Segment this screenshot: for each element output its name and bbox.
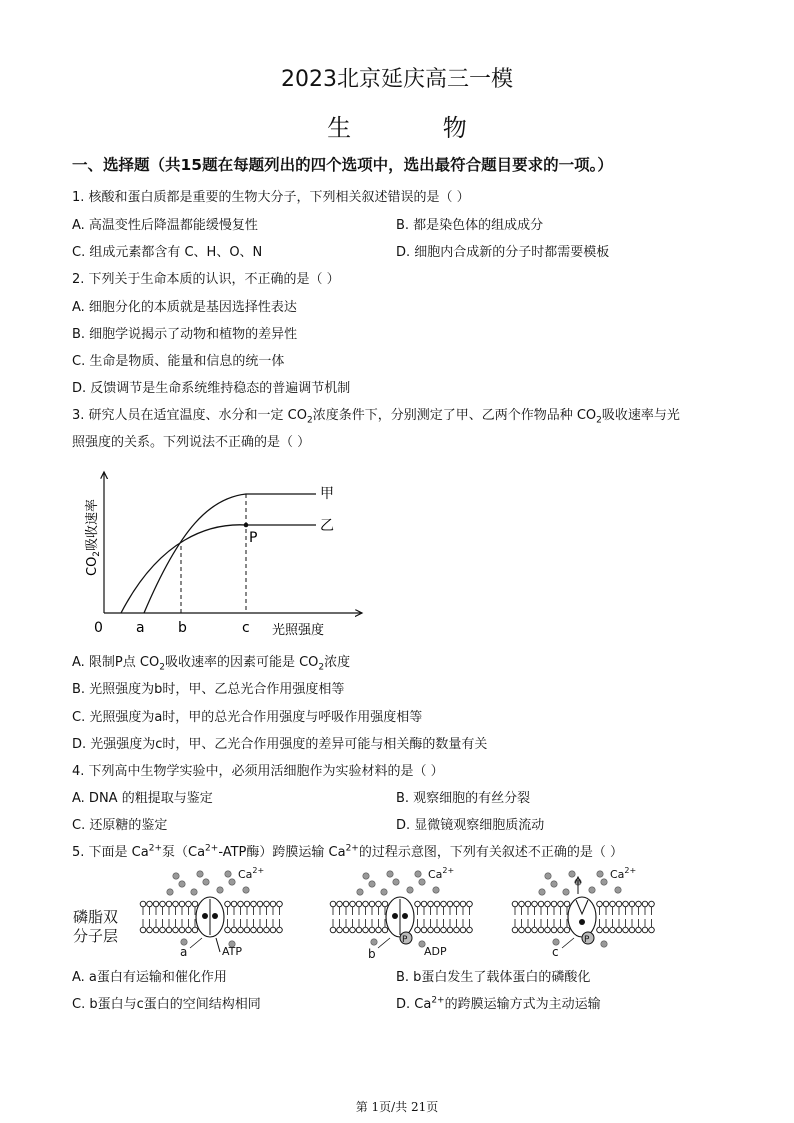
calcium-ion <box>387 871 393 877</box>
calcium-ion <box>173 873 179 879</box>
lipid-head <box>428 927 434 933</box>
lipid-head <box>603 901 609 907</box>
lipid-head <box>257 901 263 907</box>
calcium-ion <box>357 889 363 895</box>
lipid-head <box>636 927 642 933</box>
calcium-ion <box>381 889 387 895</box>
calcium-ion <box>601 879 607 885</box>
q1-option-a: A. 高温变性后降温都能缓慢复性 <box>72 218 258 233</box>
lipid-head <box>153 927 159 933</box>
lipid-head <box>525 927 531 933</box>
lipid-head <box>558 927 564 933</box>
tick-b: b <box>178 620 187 636</box>
calcium-ion <box>615 887 621 893</box>
lipid-head <box>350 901 356 907</box>
q1-option-c: C. 组成元素都含有 C、H、O、N <box>72 245 263 260</box>
lipid-head <box>538 927 544 933</box>
q4-option-c: C. 还原糖的鉴定 <box>72 818 168 833</box>
lipid-head <box>179 901 185 907</box>
lipid-head <box>421 927 427 933</box>
q2-option-a: A. 细胞分化的本质就是基因选择性表达 <box>72 300 297 315</box>
lipid-head <box>166 901 172 907</box>
calcium-ion <box>589 887 595 893</box>
lipid-head <box>551 927 557 933</box>
membrane-label <box>73 908 118 946</box>
point-p-label: P <box>249 530 258 546</box>
calcium-ion <box>369 881 375 887</box>
q3-option-d: D. 光强强度为c时，甲、乙光合作用强度的差异可能与相关酶的数量有关 <box>72 737 488 752</box>
lipid-head <box>244 927 250 933</box>
lipid-head <box>192 901 198 907</box>
q2-option-b: B. 细胞学说揭示了动物和植物的差异性 <box>72 327 298 342</box>
lipid-head <box>649 927 655 933</box>
q2-option-c: C. 生命是物质、能量和信息的统一体 <box>72 354 285 369</box>
lipid-head <box>350 927 356 933</box>
lipid-head <box>337 927 343 933</box>
calcium-ion <box>167 889 173 895</box>
x-axis-label: 光照强度 <box>272 623 325 638</box>
bound-calcium <box>392 913 398 919</box>
phosphate-label: P <box>402 935 408 945</box>
lipid-head <box>447 901 453 907</box>
calcium-label: $Ca^{2+}$ <box>238 866 265 881</box>
lipid-head <box>277 927 283 933</box>
calcium-ion <box>393 879 399 885</box>
bound-calcium <box>202 913 208 919</box>
lipid-head <box>153 901 159 907</box>
lipid-head <box>264 927 270 933</box>
lipid-head <box>551 901 557 907</box>
lipid-head <box>225 927 231 933</box>
calcium-ion <box>225 871 231 877</box>
lipid-head <box>192 927 198 933</box>
calcium-label: $Ca^{2+}$ <box>428 866 455 881</box>
lipid-head <box>623 927 629 933</box>
lipid-head <box>415 927 421 933</box>
legend-yi: 乙 <box>320 518 334 534</box>
lipid-head <box>597 901 603 907</box>
lipid-head <box>264 901 270 907</box>
calcium-ion <box>551 881 557 887</box>
lipid-head <box>330 927 336 933</box>
calcium-ion <box>191 889 197 895</box>
lipid-head <box>636 901 642 907</box>
q2-stem: 2. 下列关于生命本质的认识，不正确的是（ ） <box>72 272 340 287</box>
lipid-head <box>519 927 525 933</box>
q3-option-b: B. 光照强度为b时，甲、乙总光合作用强度相等 <box>72 682 345 697</box>
phosphate-label: P <box>584 935 590 945</box>
lipid-head <box>147 927 153 933</box>
lipid-head <box>251 927 257 933</box>
lipid-head <box>649 901 655 907</box>
lipid-head <box>231 927 237 933</box>
bound-calcium <box>212 913 218 919</box>
lipid-head <box>225 901 231 907</box>
q4-stem: 4. 下列高中生物学实验中，必须用活细胞作为实验材料的是（ ） <box>72 764 444 779</box>
lipid-head <box>434 927 440 933</box>
lipid-head <box>441 927 447 933</box>
lipid-head <box>343 901 349 907</box>
lipid-head <box>434 901 440 907</box>
q3-option-a: A. 限制P点 $CO_2$吸收速率的因素可能是 $CO_2$浓度 <box>72 655 351 673</box>
carrier-protein <box>568 897 596 937</box>
calcium-pump-diagram <box>130 866 690 962</box>
lipid-head <box>441 901 447 907</box>
membrane-label-line2: 分子层 <box>73 927 119 945</box>
calcium-ion <box>597 871 603 877</box>
calcium-ion <box>363 873 369 879</box>
lipid-head <box>179 927 185 933</box>
calcium-ion <box>563 889 569 895</box>
calcium-ion <box>545 873 551 879</box>
lipid-head <box>363 927 369 933</box>
lipid-head <box>642 927 648 933</box>
photosynthesis-graph <box>80 468 370 648</box>
point-p-marker <box>244 523 249 528</box>
calcium-ion <box>419 879 425 885</box>
lipid-head <box>382 901 388 907</box>
q4-option-b: B. 观察细胞的有丝分裂 <box>396 791 531 806</box>
lipid-head <box>597 927 603 933</box>
lipid-head <box>512 927 518 933</box>
lipid-head <box>460 901 466 907</box>
lipid-head <box>629 901 635 907</box>
lipid-head <box>623 901 629 907</box>
lipid-head <box>519 901 525 907</box>
protein-label-b: b <box>368 947 376 961</box>
lipid-head <box>238 927 244 933</box>
page-footer: 第 1页/共 21页 <box>355 1100 439 1114</box>
lipid-head <box>428 901 434 907</box>
lipid-head <box>610 927 616 933</box>
q5-option-c: C. b蛋白与c蛋白的空间结构相同 <box>72 997 261 1012</box>
lipid-head <box>270 927 276 933</box>
q1-stem: 1. 核酸和蛋白质都是重要的生物大分子，下列相关叙述错误的是（ ） <box>72 190 470 205</box>
q5-option-d: D. $Ca^{2+}$的跨膜运输方式为主动运输 <box>396 995 601 1012</box>
tick-a: a <box>136 620 145 636</box>
q5-stem: 5. 下面是 $Ca^{2+}$泵（$Ca^{2+}$-ATP酶）跨膜运输 $Ca^{2+}$的过程示意图，下列有关叙述不正确的是（ ） <box>72 843 623 860</box>
lipid-head <box>545 901 551 907</box>
exam-title: 2023北京延庆高三一模 <box>281 67 513 92</box>
calcium-ion <box>243 887 249 893</box>
q3-option-c: C. 光照强度为a时，甲的总光合作用强度与呼吸作用强度相等 <box>72 710 423 725</box>
lipid-head <box>231 901 237 907</box>
lipid-head <box>376 927 382 933</box>
protein-label-a: a <box>180 945 188 959</box>
bound-calcium <box>402 913 408 919</box>
origin-label: 0 <box>94 620 103 636</box>
lipid-head <box>467 901 473 907</box>
lipid-head <box>147 901 153 907</box>
lipid-head <box>173 901 179 907</box>
calcium-ion <box>569 871 575 877</box>
atp-arrow <box>216 938 220 952</box>
q5-option-b: B. b蛋白发生了载体蛋白的磷酸化 <box>396 970 591 985</box>
lipid-head <box>257 927 263 933</box>
protein-pointer <box>562 938 574 948</box>
tick-c: c <box>242 620 250 636</box>
calcium-ion <box>539 889 545 895</box>
calcium-ion <box>197 871 203 877</box>
legend-jia: 甲 <box>320 486 334 502</box>
lipid-head <box>186 927 192 933</box>
lipid-head <box>166 927 172 933</box>
q2-option-d: D. 反馈调节是生命系统维持稳态的普遍调节机制 <box>72 381 351 396</box>
calcium-ion <box>601 941 607 947</box>
lipid-head <box>603 927 609 933</box>
calcium-ion <box>203 879 209 885</box>
lipid-head <box>454 901 460 907</box>
lipid-head <box>447 927 453 933</box>
lipid-head <box>337 901 343 907</box>
calcium-ion <box>415 871 421 877</box>
lipid-head <box>277 901 283 907</box>
calcium-ion <box>371 939 377 945</box>
section-heading: 一、选择题（共15题在每题列出的四个选项中，选出最符合题目要求的一项。） <box>72 156 613 174</box>
lipid-head <box>363 901 369 907</box>
calcium-ion <box>229 879 235 885</box>
lipid-head <box>564 927 570 933</box>
lipid-head <box>270 901 276 907</box>
lipid-head <box>140 927 146 933</box>
calcium-label: $Ca^{2+}$ <box>610 866 637 881</box>
atp-label: ATP <box>222 945 243 958</box>
lipid-head <box>173 927 179 933</box>
lipid-head <box>160 927 166 933</box>
lipid-head <box>343 927 349 933</box>
lipid-head <box>532 927 538 933</box>
lipid-head <box>382 927 388 933</box>
q1-option-d: D. 细胞内合成新的分子时都需要模板 <box>396 245 610 260</box>
y-axis-label: $CO_2$吸收速率 <box>85 498 102 576</box>
lipid-head <box>356 901 362 907</box>
lipid-head <box>512 901 518 907</box>
lipid-head <box>610 901 616 907</box>
curve-jia <box>144 494 316 613</box>
lipid-head <box>616 901 622 907</box>
lipid-head <box>369 901 375 907</box>
lipid-head <box>238 901 244 907</box>
calcium-ion <box>217 887 223 893</box>
q4-option-d: D. 显微镜观察细胞质流动 <box>396 818 545 833</box>
protein-label-c: c <box>552 945 559 959</box>
lipid-head <box>629 927 635 933</box>
lipid-head <box>356 927 362 933</box>
lipid-head <box>330 901 336 907</box>
lipid-head <box>244 901 250 907</box>
subject-title: 生 物 <box>327 114 509 142</box>
lipid-head <box>460 927 466 933</box>
protein-pointer <box>378 938 390 948</box>
lipid-head <box>421 901 427 907</box>
calcium-ion <box>179 881 185 887</box>
lipid-head <box>186 901 192 907</box>
adp-label: ADP <box>424 945 447 958</box>
lipid-head <box>140 901 146 907</box>
lipid-head <box>532 901 538 907</box>
lipid-head <box>251 901 257 907</box>
q1-option-b: B. 都是染色体的组成成分 <box>396 218 544 233</box>
protein-pointer <box>190 938 202 948</box>
q5-option-a: A. a蛋白有运输和催化作用 <box>72 970 227 985</box>
lipid-head <box>454 927 460 933</box>
lipid-head <box>376 901 382 907</box>
lipid-head <box>642 901 648 907</box>
lipid-head <box>564 901 570 907</box>
bound-calcium <box>579 919 585 925</box>
lipid-head <box>415 901 421 907</box>
lipid-head <box>160 901 166 907</box>
calcium-ion <box>407 887 413 893</box>
calcium-ion <box>433 887 439 893</box>
lipid-head <box>616 927 622 933</box>
lipid-head <box>558 901 564 907</box>
lipid-head <box>538 901 544 907</box>
lipid-head <box>545 927 551 933</box>
membrane-label-line1: 磷脂双 <box>73 908 119 926</box>
q3-stem-line2: 照强度的关系。下列说法不正确的是（ ） <box>72 435 311 450</box>
lipid-head <box>369 927 375 933</box>
lipid-head <box>525 901 531 907</box>
lipid-head <box>467 927 473 933</box>
q3-stem-line1: 3. 研究人员在适宜温度、水分和一定 $CO_2$浓度条件下，分别测定了甲、乙两个作物品种 $CO_2$吸收速率与光 <box>72 408 680 426</box>
q4-option-a: A. DNA 的粗提取与鉴定 <box>72 791 213 806</box>
